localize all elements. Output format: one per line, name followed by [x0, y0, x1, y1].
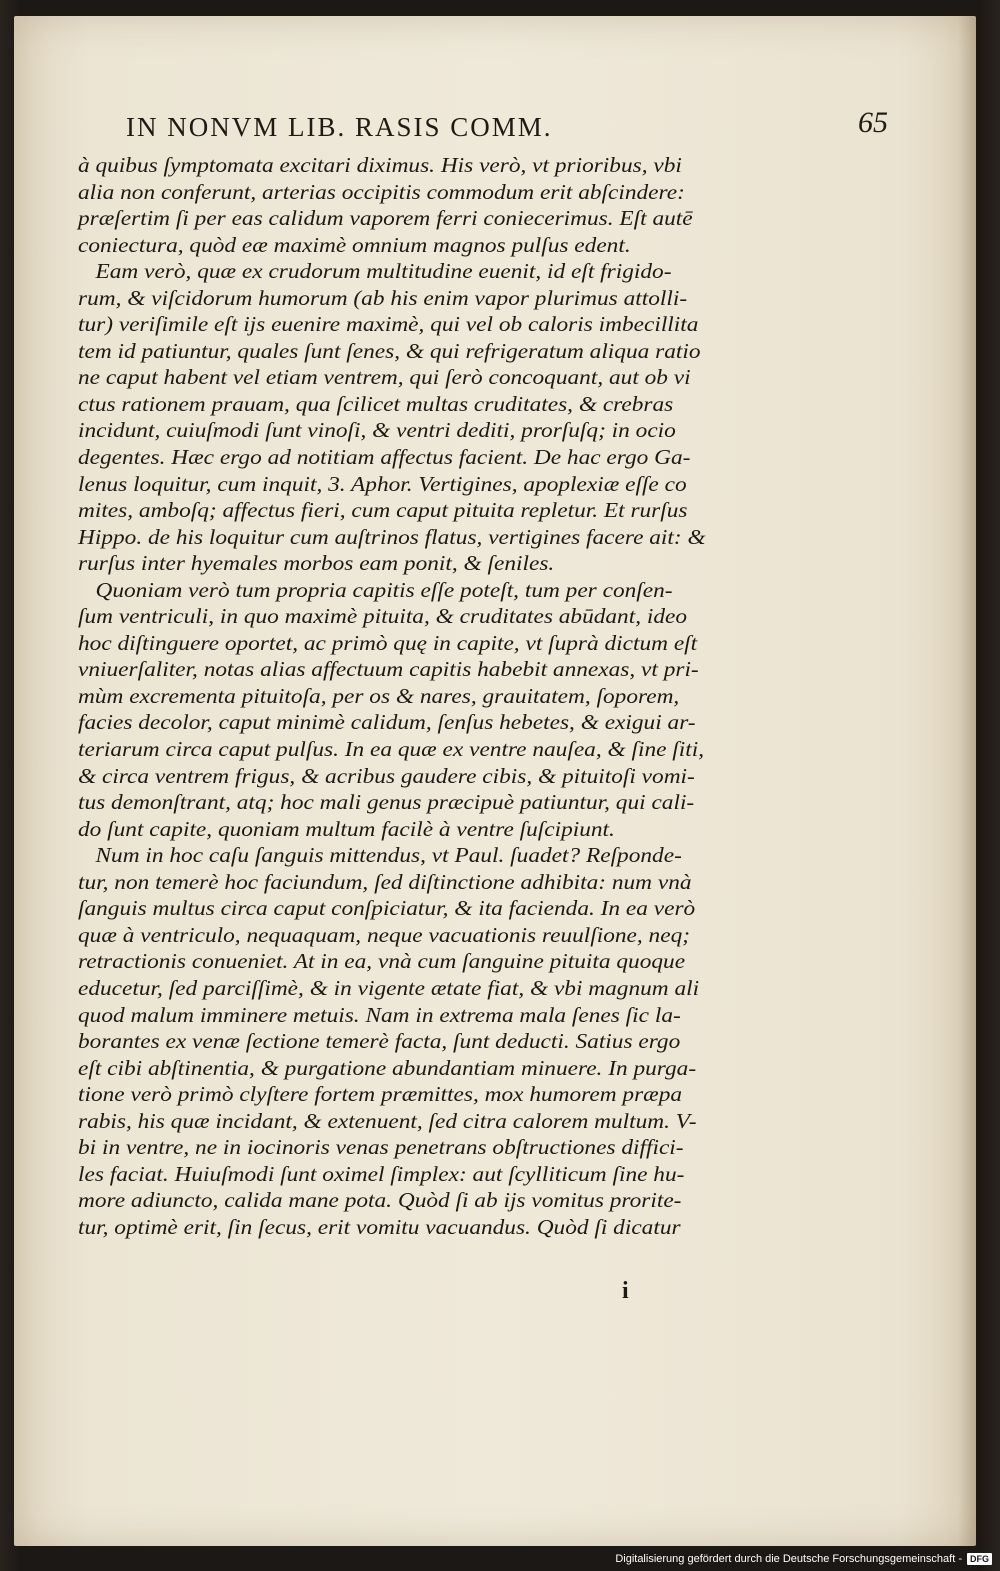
text-line: retractionis conueniet. At in ea, vnà cum ſanguine pituita quoque: [78, 949, 686, 974]
text-line: hoc diſtinguere oportet, ac primò quę in capite, vt ſuprà dictum eſt: [78, 630, 698, 655]
text-line: Num in hoc caſu ſanguis mittendus, vt Paul. ſuadet? Reſponde-: [78, 843, 682, 868]
body-text: [78, 152, 838, 1240]
text-line: incidunt, cuiuſmodi ſunt vinoſi, & ventri dediti, prorſuſq; in ocio: [78, 418, 676, 443]
text-line: à quibus ſymptomata excitari diximus. His verò, vt prioribus, vbi: [78, 153, 682, 177]
text-line: & circa ventrem frigus, & acribus gaudere cibis, & pituitoſi vomi-: [78, 763, 695, 788]
text-line: Quoniam verò tum propria capitis eſſe poteſt, tum per conſen-: [78, 577, 673, 602]
text-line: tur) veriſimile eſt ijs euenire maximè, qui vel ob caloris imbecillita: [78, 312, 699, 337]
text-line: coniectura, quòd eæ maximè omnium magnos pulſus edent.: [78, 232, 631, 257]
text-line: les faciat. Huiuſmodi ſunt oximel ſimplex: aut ſcylliticum ſine hu-: [78, 1161, 685, 1186]
text-line: tur, optimè erit, ſin ſecus, erit vomitu vacuandus. Quòd ſi dicatur: [78, 1214, 681, 1239]
text-line: ſum ventriculi, in quo maximè pituita, & cruditates abūdant, ideo: [78, 604, 688, 629]
text-line: tione verò primò clyſtere fortem præmittes, mox humorem præpa: [78, 1082, 683, 1107]
text-line: tem id patiuntur, quales ſunt ſenes, & qui refrigeratum aliqua ratio: [78, 338, 701, 363]
text-line: quod malum imminere metuis. Nam in extrema mala ſenes ſic la-: [78, 1002, 681, 1027]
text-line: mites, amboſq; affectus fieri, cum caput pituita repletur. Et rurſus: [78, 498, 688, 523]
text-line: quæ à ventriculo, nequaquam, neque vacuationis reuulſione, neq;: [78, 922, 691, 947]
digitization-footer: [615, 1550, 992, 1568]
text-line: rum, & viſcidorum humorum (ab his enim vapor plurimus attolli-: [78, 285, 688, 310]
footer-credit: Digitalisierung gefördert durch die Deutsche Forschungsgemeinschaft -: [615, 1553, 962, 1565]
text-line: degentes. Hæc ergo ad notitiam affectus facient. De hac ergo Ga-: [78, 445, 691, 470]
page-edge-shadow: [958, 16, 976, 1546]
text-line: do ſunt capite, quoniam multum facilè à ventre ſuſcipiunt.: [78, 816, 615, 841]
text-line: Hippo. de his loquitur cum auſtrinos flatus, vertigines facere ait: &: [78, 524, 706, 549]
running-head: [118, 104, 888, 144]
text-line: lenus loquitur, cum inquit, 3. Aphor. Vertigines, apoplexiæ eſſe co: [78, 471, 687, 496]
text-line: vniuerſaliter, notas alias affectuum capitis habebit annexas, vt pri-: [78, 657, 699, 682]
text-line: mùm excrementa pituitoſa, per os & nares, grauitatem, ſoporem,: [78, 683, 680, 708]
text-line: alia non conferunt, arterias occipitis commodum erit abſcindere:: [78, 179, 685, 204]
text-line: teriarum circa caput pulſus. In ea quæ ex ventre nauſea, & ſine ſiti,: [78, 737, 705, 762]
text-line: præſertim ſi per eas calidum vaporem ferri coniecerimus. Eſt autē: [78, 206, 693, 231]
text-line: more adiuncto, calida mane pota. Quòd ſi ab ijs vomitus prorite-: [78, 1188, 682, 1213]
text-line: educetur, ſed parciſſimè, & in vigente ætate fiat, & vbi magnum ali: [78, 975, 700, 1000]
dfg-logo: DFG: [967, 1553, 992, 1565]
text-line: rurſus inter hyemales morbos eam ponit, & ſeniles.: [78, 551, 555, 576]
page-number: 65: [858, 106, 888, 139]
signature-mark: i: [622, 1278, 629, 1304]
text-line: facies decolor, caput minimè calidum, ſenſus hebetes, & exigui ar-: [78, 710, 696, 735]
text-line: tus demonſtrant, atq; hoc mali genus præcipuè patiuntur, qui cali-: [78, 790, 695, 815]
text-line: tur, non temerè hoc faciundum, ſed diſtinctione adhibita: num vnà: [78, 869, 692, 894]
text-line: Eam verò, quæ ex crudorum multitudine euenit, id eſt frigido-: [78, 259, 672, 284]
text-line: eſt cibi abſtinentia, & purgatione abundantiam minuere. In purga-: [78, 1055, 697, 1080]
running-head-title: IN NONVM LIB. RASIS COMM.: [126, 112, 553, 142]
text-line: bi in ventre, ne in iocinoris venas penetrans obſtructiones diffici-: [78, 1135, 684, 1160]
text-line: borantes ex venæ ſectione temerè facta, ſunt deducti. Satius ergo: [78, 1029, 681, 1054]
text-line: ſanguis multus circa caput conſpiciatur, & ita facienda. In ea verò: [78, 896, 696, 921]
text-line: rabis, his quæ incidant, & extenuent, ſed citra calorem multum. V-: [78, 1108, 697, 1133]
text-line: ne caput habent vel etiam ventrem, qui ſerò concoquant, aut ob vi: [78, 365, 691, 390]
text-line: ctus rationem prauam, qua ſcilicet multas cruditates, & crebras: [78, 391, 674, 416]
